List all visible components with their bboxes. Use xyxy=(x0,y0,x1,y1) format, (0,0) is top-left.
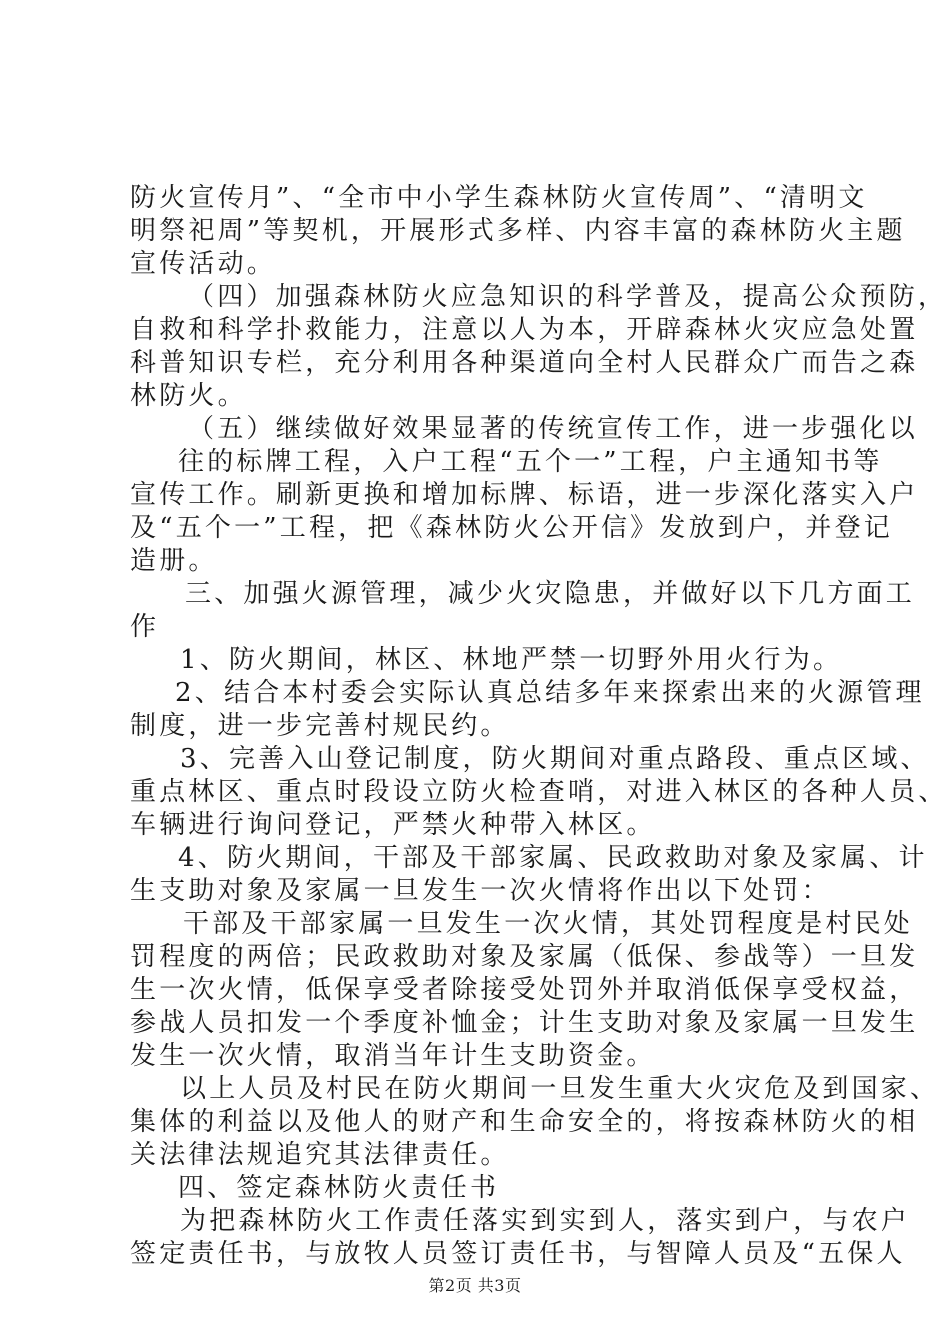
body-text-line: 及“五个一”工程，把《森林防火公开信》发放到户，并登记 xyxy=(130,513,893,543)
body-text-line: 自救和科学扑救能力，注意以人为本，开辟森林火灾应急处置 xyxy=(130,315,919,345)
body-text-line: 科普知识专栏，充分利用各种渠道向全村人民群众广而告之森 xyxy=(130,348,919,378)
body-text-line: 宣传工作。刷新更换和增加标牌、标语，进一步深化落实入户 xyxy=(130,480,919,510)
body-text-line: 三、加强火源管理，减少火灾隐患，并做好以下几方面工 xyxy=(185,579,916,609)
body-text-line: 车辆进行询问登记，严禁火种带入林区。 xyxy=(130,810,656,840)
body-text-line: 2、结合本村委会实际认真总结多年来探索出来的火源管理 xyxy=(175,678,925,708)
body-text-line: （五）继续做好效果显著的传统宣传工作，进一步强化以 xyxy=(188,414,919,444)
body-text-line: 为把森林防火工作责任落实到实到人，落实到户，与农户 xyxy=(180,1206,911,1236)
page-footer: 第2页 共3页 xyxy=(428,1276,522,1295)
body-text-line: 制度，进一步完善村规民约。 xyxy=(130,711,510,741)
body-text-line: 林防火。 xyxy=(130,381,247,411)
body-text-line: 明祭祀周”等契机，开展形式多样、内容丰富的森林防火主题 xyxy=(130,216,906,246)
body-text-line: 宣传活动。 xyxy=(130,249,277,279)
body-text-line: 关法律法规追究其法律责任。 xyxy=(130,1140,510,1170)
body-text-line: 往的标牌工程，入户工程“五个一”工程，户主通知书等 xyxy=(178,447,883,477)
body-text-line: 4、防火期间，干部及干部家属、民政救助对象及家属、计 xyxy=(178,843,928,873)
body-text-line: 1、防火期间，林区、林地严禁一切野外用火行为。 xyxy=(180,645,843,675)
body-text-line: 罚程度的两倍；民政救助对象及家属（低保、参战等）一旦发 xyxy=(130,942,919,972)
body-text-line: 干部及干部家属一旦发生一次火情，其处罚程度是村民处 xyxy=(183,909,914,939)
body-text-line: （四）加强森林防火应急知识的科学普及，提高公众预防， xyxy=(188,282,948,312)
body-text-line: 防火宣传月”、“全市中小学生森林防火宣传周”、“清明文 xyxy=(130,183,868,213)
body-text-line: 造册。 xyxy=(130,546,218,576)
body-text-line: 生一次火情，低保享受者除接受处罚外并取消低保享受权益， xyxy=(130,975,919,1005)
body-text-line: 重点林区、重点时段设立防火检查哨，对进入林区的各种人员、 xyxy=(130,777,948,807)
body-text-line: 作 xyxy=(130,612,160,642)
section-heading: 四、签定森林防火责任书 xyxy=(178,1173,500,1203)
body-text-line: 发生一次火情，取消当年计生支助资金。 xyxy=(130,1041,656,1071)
body-text-line: 以上人员及村民在防火期间一旦发生重大火灾危及到国家、 xyxy=(180,1074,940,1104)
body-text-line: 集体的利益以及他人的财产和生命安全的，将按森林防火的相 xyxy=(130,1107,919,1137)
body-text-line: 生支助对象及家属一旦发生一次火情将作出以下处罚： xyxy=(130,876,831,906)
body-text-line: 签定责任书，与放牧人员签订责任书，与智障人员及“五保人 xyxy=(130,1239,906,1269)
body-text-line: 3、完善入山登记制度，防火期间对重点路段、重点区域、 xyxy=(180,744,930,774)
body-text-line: 参战人员扣发一个季度补恤金；计生支助对象及家属一旦发生 xyxy=(130,1008,919,1038)
